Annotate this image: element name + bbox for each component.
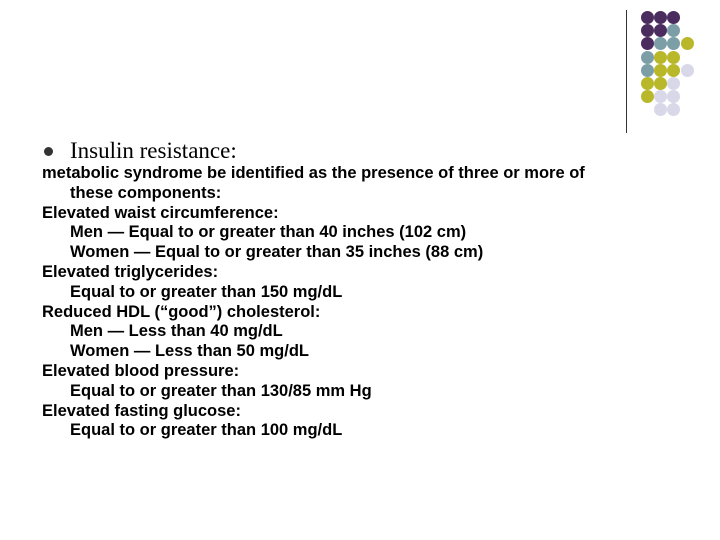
decorative-dot: [654, 90, 667, 103]
decorative-dot: [667, 11, 680, 24]
text-line: Women — Equal to or greater than 35 inches (88 cm): [70, 243, 484, 262]
text-line: Equal to or greater than 150 mg/dL: [70, 282, 343, 301]
decorative-dot: [641, 51, 654, 64]
text-line: Reduced HDL (“good”) cholesterol:: [42, 302, 321, 321]
decorative-dot: [654, 77, 667, 90]
decorative-dot: [641, 37, 654, 50]
decorative-dot: [667, 90, 680, 103]
decorative-dot: [667, 24, 680, 37]
decorative-dot: [654, 37, 667, 50]
text-line: Elevated waist circumference:: [42, 203, 279, 222]
decorative-dot: [667, 51, 680, 64]
bullet-heading: [44, 136, 237, 166]
body-text: [42, 164, 702, 441]
decorative-dot: [641, 64, 654, 77]
text-line: Women — Less than 50 mg/dL: [70, 342, 309, 361]
decorative-dot: [654, 64, 667, 77]
decorative-dot: [641, 11, 654, 24]
decorative-dot: [641, 77, 654, 90]
decorative-dot: [667, 103, 680, 116]
text-line: Equal to or greater than 100 mg/dL: [70, 421, 343, 440]
text-line: Elevated fasting glucose:: [42, 401, 241, 420]
text-line: Men — Less than 40 mg/dL: [70, 322, 283, 341]
decorative-dot: [641, 24, 654, 37]
text-line: Elevated triglycerides:: [42, 262, 219, 281]
decorative-dot: [667, 64, 680, 77]
bullet-icon: [44, 147, 53, 156]
decorative-dot: [681, 37, 694, 50]
text-line: metabolic syndrome be identified as the presence of three or more of: [42, 164, 585, 182]
text-line: Equal to or greater than 130/85 mm Hg: [70, 381, 372, 400]
decorative-dot: [681, 64, 694, 77]
decorative-dot: [654, 11, 667, 24]
text-line: Men — Equal to or greater than 40 inches (102 cm): [70, 223, 467, 242]
heading-text: Insulin resistance:: [70, 138, 237, 163]
text-line: Elevated blood pressure:: [42, 361, 240, 380]
decorative-dot: [667, 37, 680, 50]
text-line: these components:: [70, 183, 222, 202]
decorative-dot: [654, 51, 667, 64]
decorative-dot: [641, 90, 654, 103]
decorative-dot: [667, 77, 680, 90]
decorative-dot: [654, 24, 667, 37]
decorative-dot: [654, 103, 667, 116]
decorative-divider-line: [626, 10, 627, 133]
